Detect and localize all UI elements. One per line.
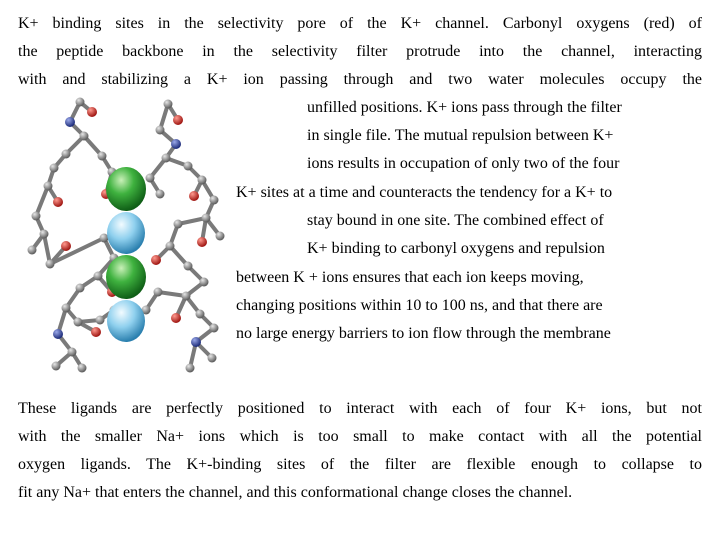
selectivity-filter-figure — [18, 96, 233, 386]
carbon-atom — [98, 152, 107, 161]
nitrogen-atom — [53, 329, 63, 339]
carbon-atom — [74, 318, 83, 327]
paragraph1-line1: K+ binding sites in the selectivity pore of the K+ channel. Carbonyl oxygens (red) of — [18, 15, 702, 32]
carbon-atom — [154, 288, 163, 297]
carbon-atom — [184, 162, 193, 171]
nitrogen-atom — [65, 117, 75, 127]
oxygen-atom — [189, 191, 199, 201]
carbon-atom — [174, 220, 183, 229]
k-ion-sphere — [106, 167, 146, 211]
carbon-atom — [96, 316, 105, 325]
carbon-atom — [202, 214, 211, 223]
water-molecule-sphere — [107, 300, 145, 342]
oxygen-atom — [197, 237, 207, 247]
carbon-atom — [196, 310, 205, 319]
paragraph1-line10: between K + ions ensures that each ion keeps moving, — [236, 269, 584, 286]
carbon-atom — [164, 100, 173, 109]
paragraph1-line6: ions results in occupation of only two of the four — [307, 155, 620, 172]
carbon-atom — [50, 164, 59, 173]
nitrogen-atom — [171, 139, 181, 149]
oxygen-atom — [53, 197, 63, 207]
carbon-atom — [210, 196, 219, 205]
carbon-atom — [46, 260, 55, 269]
paragraph1-line11: changing positions within 10 to 100 ns, and that there are — [236, 297, 603, 314]
carbon-atom — [62, 150, 71, 159]
paragraph1-line3: with and stabilizing a K+ ion passing through and two water molecules occupy the — [18, 71, 702, 88]
carbon-atom — [162, 154, 171, 163]
carbon-atom — [62, 304, 71, 313]
carbon-atom — [186, 364, 195, 373]
carbon-atom — [210, 324, 219, 333]
carbon-atom — [76, 98, 85, 107]
paragraph1-line2: the peptide backbone in the selectivity filter protrude into the channel, interacting — [18, 43, 702, 60]
left-bond — [36, 186, 48, 216]
carbon-atom — [146, 174, 155, 183]
oxygen-atom — [61, 241, 71, 251]
paragraph2-line3: oxygen ligands. The K+-binding sites of the filter are flexible enough to collapse to — [18, 456, 702, 473]
paragraph2-line1: These ligands are perfectly positioned to interact with each of four K+ ions, but not — [18, 400, 702, 417]
water-molecule-sphere — [107, 212, 145, 254]
carbon-atom — [40, 230, 49, 239]
carbon-atom — [68, 348, 77, 357]
paragraph2-line4: fit any Na+ that enters the channel, and this conformational change closes the channel. — [18, 484, 573, 501]
oxygen-atom — [171, 313, 181, 323]
carbon-atom — [200, 278, 209, 287]
carbon-atom — [182, 292, 191, 301]
paragraph1-line8: stay bound in one site. The combined effect of — [307, 212, 604, 229]
paragraph1-line12: no large energy barriers to ion flow through the membrane — [236, 325, 611, 342]
carbon-atom — [184, 262, 193, 271]
carbon-atom — [28, 246, 37, 255]
left-bond — [44, 234, 50, 264]
carbon-atom — [166, 242, 175, 251]
carbon-atom — [156, 126, 165, 135]
carbon-atom — [80, 132, 89, 141]
carbon-atom — [208, 354, 217, 363]
paragraph1-line7: K+ sites at a time and counteracts the tendency for a K+ to — [236, 184, 613, 201]
carbon-atom — [94, 272, 103, 281]
oxygen-atom — [91, 327, 101, 337]
paragraph1-line4: unfilled positions. K+ ions pass through the filter — [307, 99, 622, 116]
nitrogen-atom — [191, 337, 201, 347]
k-ion-sphere — [106, 255, 146, 299]
carbon-atom — [156, 190, 165, 199]
paragraph1-line5: in single file. The mutual repulsion between K+ — [307, 127, 614, 144]
oxygen-atom — [87, 107, 97, 117]
paragraph2-line2: with the smaller Na+ ions which is too small to make contact with all the potential — [18, 428, 702, 445]
oxygen-atom — [173, 115, 183, 125]
left-bond — [50, 238, 104, 264]
carbon-atom — [76, 284, 85, 293]
oxygen-atom — [151, 255, 161, 265]
carbon-atom — [216, 232, 225, 241]
carbon-atom — [32, 212, 41, 221]
carbon-atom — [52, 362, 61, 371]
paragraph1-line9: K+ binding to carbonyl oxygens and repulsion — [307, 240, 605, 257]
carbon-atom — [198, 176, 207, 185]
carbon-atom — [44, 182, 53, 191]
carbon-atom — [78, 364, 87, 373]
